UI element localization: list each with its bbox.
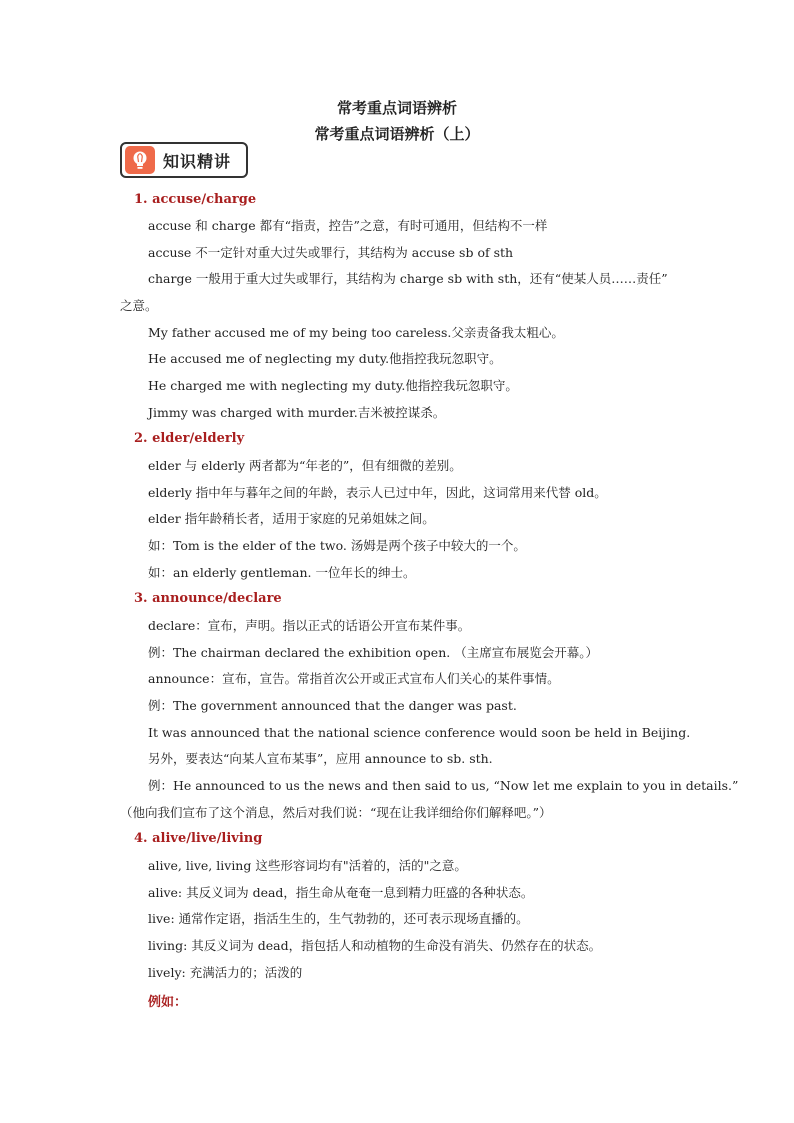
page-title: 常考重点词语辨析 <box>336 99 457 117</box>
section-heading: 3. announce/declare <box>134 591 282 606</box>
lightbulb-icon <box>125 146 155 174</box>
text-line: 之意。 <box>120 298 158 313</box>
text-line: 另外，要表达“向某人宣布某事”，应用 announce to sb. sth. <box>148 751 493 766</box>
text-line: elder 与 elderly 两者都为“年老的”，但有细微的差别。 <box>148 458 462 473</box>
badge-label: 知识精讲 <box>163 151 232 171</box>
text-line: elderly 指中年与暮年之间的年龄，表示人已过中年，因此，这词常用来代替 old。 <box>148 485 607 500</box>
page-subtitle: 常考重点词语辨析（上） <box>314 125 480 143</box>
text-line: （他向我们宣布了这个消息，然后对我们说：“现在让我详细给你们解释吧。”） <box>120 805 552 820</box>
text-line: announce：宣布，宣告。常指首次公开或正式宣布人们关心的某件事情。 <box>148 671 560 686</box>
text-line: accuse 和 charge 都有“指责，控告”之意，有时可通用，但结构不一样 <box>148 218 548 233</box>
text-line: living: 其反义词为 dead，指包括人和动植物的生命没有消失、仍然存在的状态。 <box>148 938 602 953</box>
example-label: 例如： <box>148 995 188 1010</box>
text-line: accuse 不一定针对重大过失或罪行，其结构为 accuse sb of sth <box>148 245 514 260</box>
text-line: lively: 充满活力的；活泼的 <box>148 965 303 980</box>
text-line: Jimmy was charged with murder.吉米被控谋杀。 <box>148 405 446 420</box>
text-line: live: 通常作定语，指活生生的，生气勃勃的，还可表示现场直播的。 <box>148 911 529 926</box>
section-heading: 1. accuse/charge <box>134 192 257 207</box>
text-line: 如：an elderly gentleman. 一位年长的绅士。 <box>148 565 416 580</box>
text-line: He accused me of neglecting my duty.他指控我玩忽职守。 <box>148 351 502 366</box>
text-line: elder 指年龄稍长者，适用于家庭的兄弟姐妹之间。 <box>148 511 435 526</box>
text-line: My father accused me of my being too careless.父亲责备我太粗心。 <box>148 325 564 340</box>
text-line: alive: 其反义词为 dead，指生命从奄奄一息到精力旺盛的各种状态。 <box>148 885 534 900</box>
text-line: charge 一般用于重大过失或罪行，其结构为 charge sb with sth，还有“使某人员……责任” <box>148 271 668 286</box>
text-line: declare：宣布，声明。指以正式的话语公开宣布某件事。 <box>148 618 471 633</box>
section-heading: 2. elder/elderly <box>134 431 245 446</box>
text-line: It was announced that the national science conference would soon be held in Beijing. <box>148 725 691 740</box>
text-line: 例：The government announced that the danger was past. <box>148 698 517 713</box>
text-line: He charged me with neglecting my duty.他指控我玩忽职守。 <box>148 378 518 393</box>
text-line: 例：He announced to us the news and then said to us, “Now let me explain to you in details.” <box>148 778 739 793</box>
text-line: alive, live, living 这些形容词均有"活着的，活的"之意。 <box>148 858 467 873</box>
section-heading: 4. alive/live/living <box>134 831 263 846</box>
text-line: 例：The chairman declared the exhibition open. （主席宣布展览会开幕。） <box>148 645 598 660</box>
knowledge-badge <box>120 142 248 178</box>
text-line: 如：Tom is the elder of the two. 汤姆是两个孩子中较大的一个。 <box>148 538 526 553</box>
